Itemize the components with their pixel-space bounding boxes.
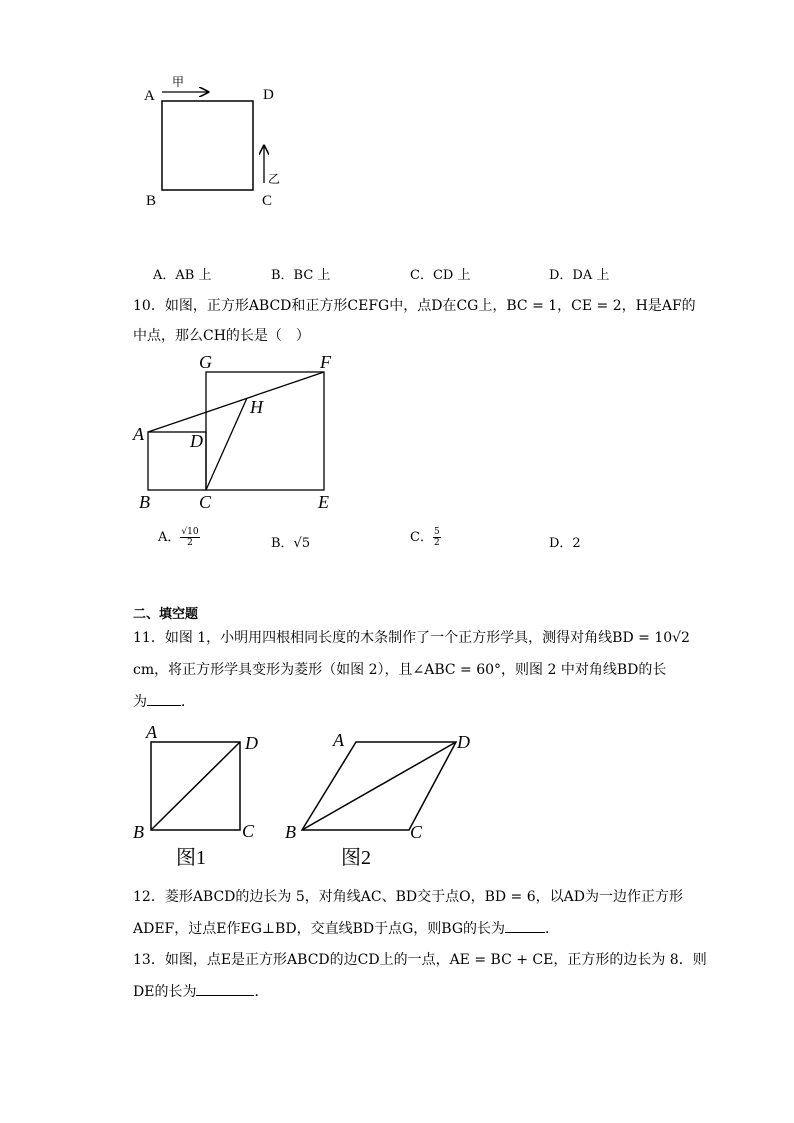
q10-figure bbox=[130, 350, 350, 515]
answer-blank[interactable] bbox=[505, 918, 545, 933]
q10-label-G: G bbox=[199, 352, 212, 372]
fig2-label-D: D bbox=[457, 732, 470, 752]
q10-option-c-fraction bbox=[433, 527, 441, 548]
fraction-denominator: 2 bbox=[433, 538, 440, 548]
q10-option-a-fraction bbox=[180, 527, 199, 548]
q12-line2-prefix: ADEF，过点E作EG⊥BD，交直线BD于点G，则BG的长为 bbox=[133, 921, 505, 937]
answer-blank[interactable] bbox=[196, 981, 254, 996]
q11-figures bbox=[128, 720, 488, 870]
q10-line2: 中点，那么CH的长是（ ） bbox=[133, 328, 310, 344]
q9-option-a: A．AB 上 bbox=[153, 268, 212, 283]
q13-line2 bbox=[133, 981, 268, 1002]
q10-option-b: B．√5 bbox=[271, 536, 311, 551]
q9-label-D: D bbox=[263, 87, 274, 103]
fig1-label-B: B bbox=[133, 822, 144, 842]
fig1-label-C: C bbox=[242, 821, 255, 841]
q11-line1: 11．如图 1，小明用四根相同长度的木条制作了一个正方形学具，测得对角线BD = 10√2 bbox=[133, 630, 690, 646]
q9-label-jia: 甲 bbox=[172, 75, 185, 89]
q10-option-c bbox=[410, 526, 441, 548]
square-cefg bbox=[206, 372, 324, 490]
q10-label-H: H bbox=[250, 397, 263, 417]
q12-line2 bbox=[133, 918, 559, 939]
answer-blank[interactable] bbox=[147, 691, 181, 706]
fraction-numerator: √10 bbox=[181, 527, 199, 537]
fig2-label-B: B bbox=[285, 822, 296, 842]
fig2-caption: 图2 bbox=[341, 847, 371, 869]
q9-label-C: C bbox=[262, 193, 273, 209]
q10-label-F: F bbox=[320, 352, 331, 372]
q9-label-B: B bbox=[146, 193, 157, 209]
fig1-diagonal-bd bbox=[151, 742, 240, 830]
fig2-label-C: C bbox=[410, 822, 423, 842]
fraction-numerator: 5 bbox=[433, 527, 440, 537]
q12-line1: 12．菱形ABCD的边长为 5，对角线AC、BD交于点O，BD = 6，以AD为一边作正方形 bbox=[133, 889, 683, 905]
q11-line3-suffix: ． bbox=[181, 694, 195, 710]
fig2-label-A: A bbox=[333, 730, 344, 750]
q10-label-B: B bbox=[139, 492, 150, 512]
q13-line2-suffix: ． bbox=[254, 984, 269, 1000]
q9-label-A: A bbox=[144, 88, 155, 104]
q9-option-d: D．DA 上 bbox=[549, 268, 610, 283]
q11-line2: cm，将正方形学具变形为菱形（如图 2），且∠ABC = 60°，则图 2 中对角线BD的长 bbox=[133, 662, 667, 678]
fig1-caption: 图1 bbox=[176, 847, 206, 869]
q10-option-a-prefix: A． bbox=[158, 530, 181, 545]
q11-line3 bbox=[133, 691, 195, 712]
q10-label-A: A bbox=[133, 424, 144, 444]
fraction-denominator: 2 bbox=[187, 538, 193, 548]
q9-label-yi: 乙 bbox=[268, 172, 281, 186]
segment-ch bbox=[206, 398, 247, 490]
q9-option-c: C．CD 上 bbox=[410, 268, 471, 283]
q10-option-a bbox=[158, 526, 200, 548]
q10-label-D: D bbox=[190, 431, 203, 451]
q10-label-C: C bbox=[199, 492, 212, 512]
q9-square bbox=[162, 101, 253, 190]
q13-line1: 13．如图，点E是正方形ABCD的边CD上的一点，AE = BC + CE，正方形的边长为 8．则 bbox=[133, 952, 707, 968]
section-heading-fill-blank: 二、填空题 bbox=[133, 607, 199, 622]
q10-option-c-prefix: C． bbox=[410, 530, 433, 545]
q10-line1: 10．如图，正方形ABCD和正方形CEFG中，点D在CG上，BC = 1，CE = 2，H是AF的 bbox=[133, 298, 696, 314]
q10-option-d: D．2 bbox=[549, 536, 581, 551]
q10-label-E: E bbox=[318, 492, 329, 512]
q13-line2-prefix: DE的长为 bbox=[133, 984, 197, 1000]
fig1-label-D: D bbox=[245, 733, 258, 753]
q12-line2-suffix: ． bbox=[545, 921, 559, 937]
q9-figure bbox=[130, 70, 290, 215]
fig1-label-A: A bbox=[146, 722, 157, 742]
q11-line3-prefix: 为 bbox=[133, 694, 147, 710]
q9-option-b: B．BC 上 bbox=[271, 268, 331, 283]
